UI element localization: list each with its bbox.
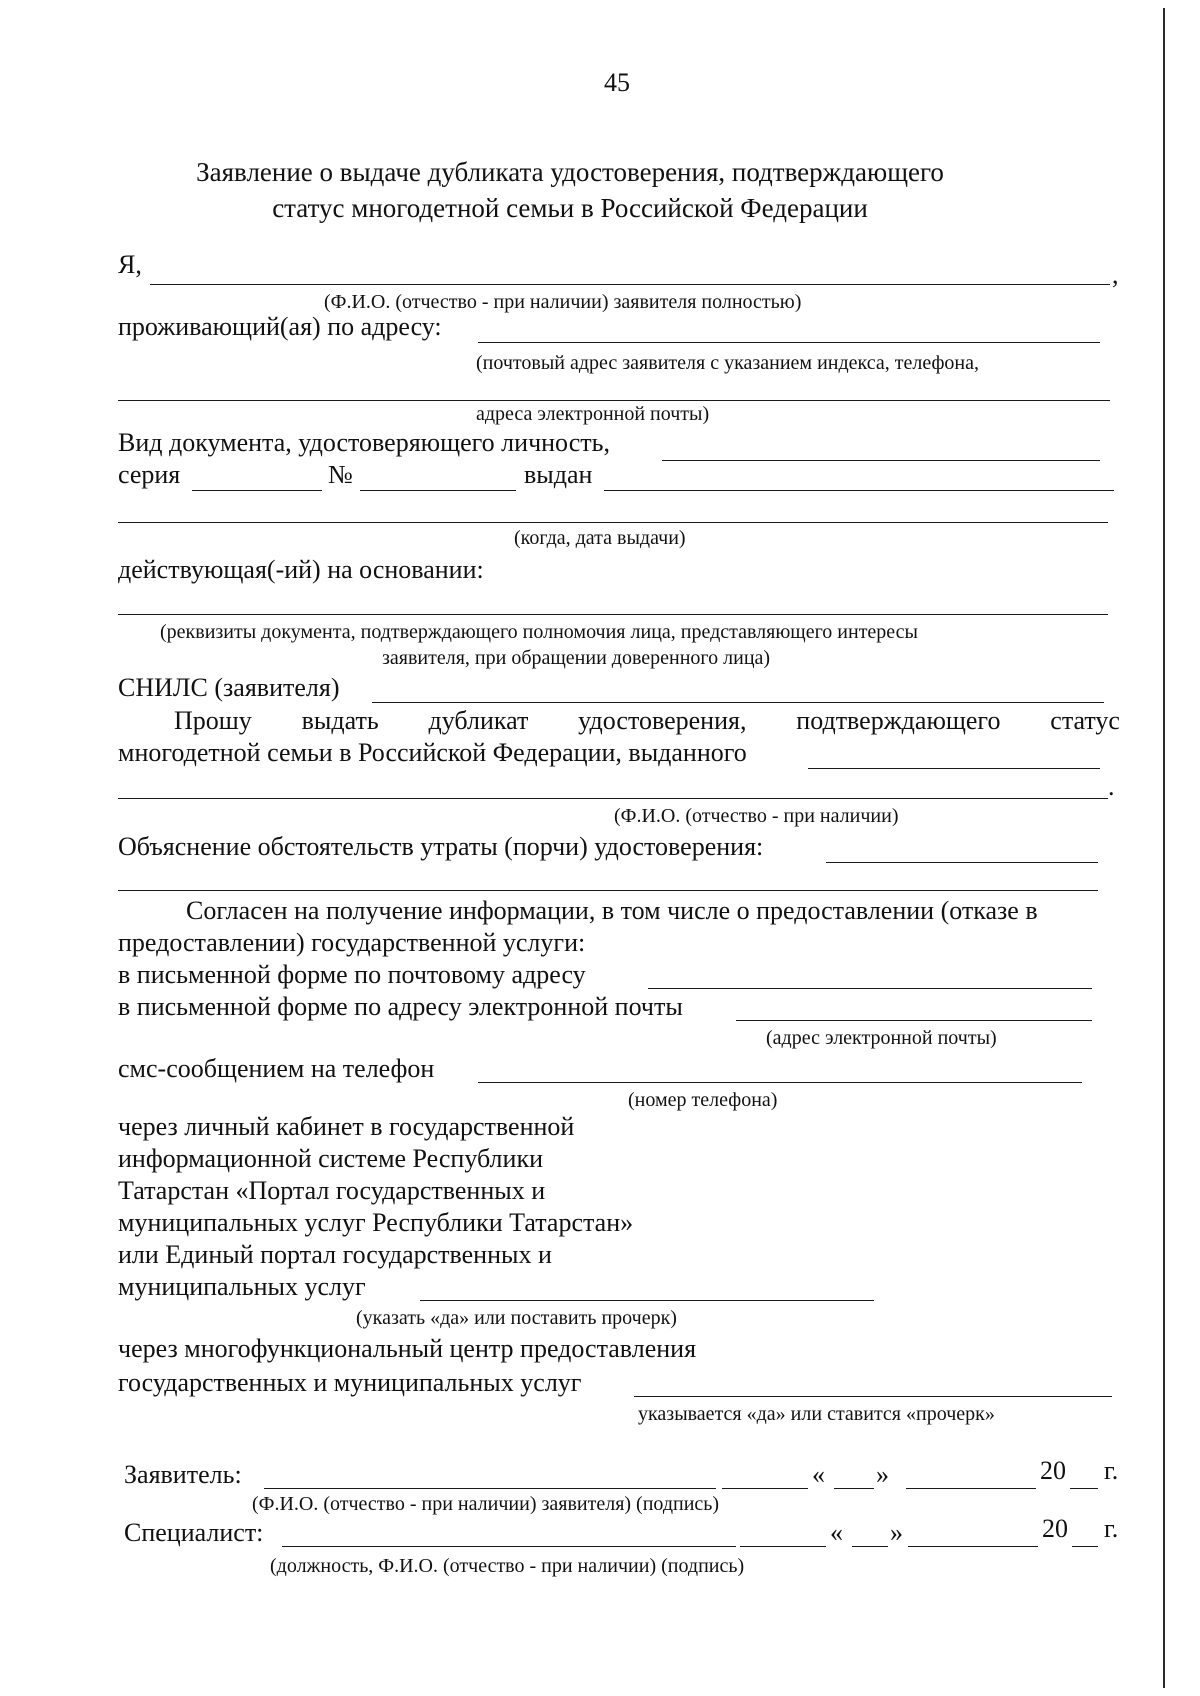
request-line2: многодетной семьи в Российской Федерации, выданного: [118, 738, 747, 767]
number-field[interactable]: [360, 490, 516, 491]
specialist-year-suffix: г.: [1104, 1514, 1119, 1543]
issued-date-hint: (когда, дата выдачи): [514, 527, 686, 549]
consent-portal-field[interactable]: [420, 1300, 874, 1301]
applicant-fio-field[interactable]: [264, 1488, 716, 1489]
series-field[interactable]: [192, 490, 322, 491]
basis-hint-1: (реквизиты документа, подтверждающего полномочия лица, представляющего интересы: [160, 621, 918, 643]
applicant-date-open-quote: «: [812, 1460, 825, 1489]
applicant-name-suffix: ,: [1112, 260, 1119, 289]
issued-to-end-mark: .: [1108, 772, 1115, 801]
consent-portal-line: через личный кабинет в государственной: [118, 1112, 575, 1141]
applicant-day-field[interactable]: [834, 1488, 874, 1489]
snils-label: СНИЛС (заявителя): [118, 673, 340, 702]
specialist-year-prefix: 20: [1042, 1514, 1068, 1543]
specialist-signature-label: Специалист:: [124, 1518, 264, 1547]
identity-doc-field[interactable]: [662, 460, 1100, 461]
specialist-year-field[interactable]: [1072, 1546, 1098, 1547]
applicant-year-field[interactable]: [1070, 1488, 1098, 1489]
page-number: 45: [604, 68, 630, 97]
applicant-date-close-quote: »: [876, 1460, 889, 1489]
identity-doc-label: Вид документа, удостоверяющего личность,: [118, 428, 610, 457]
consent-line1: Согласен на получение информации, в том числе о предоставлении (отказе в: [186, 896, 1038, 925]
specialist-sign-field[interactable]: [740, 1546, 826, 1547]
consent-postal-field[interactable]: [648, 988, 1092, 989]
number-label: №: [328, 460, 353, 489]
consent-portal-line: муниципальных услуг: [118, 1272, 366, 1301]
consent-portal-line: информационной системе Республики: [118, 1144, 543, 1173]
address-label: проживающий(ая) по адресу:: [118, 312, 442, 341]
request-word: дубликат: [428, 706, 529, 735]
document-title-line1: Заявление о выдаче дубликата удостоверения, подтверждающего: [196, 157, 944, 187]
specialist-signature-hint: (должность, Ф.И.О. (отчество - при наличии) (подпись): [270, 1555, 745, 1577]
loss-field-2[interactable]: [118, 890, 1098, 891]
consent-mfc-line2: государственных и муниципальных услуг: [118, 1368, 582, 1397]
request-word: удостоверения,: [578, 706, 747, 735]
consent-sms-field[interactable]: [478, 1082, 1082, 1083]
loss-label: Объяснение обстоятельств утраты (порчи) удостоверения:: [118, 832, 764, 861]
snils-field[interactable]: [372, 702, 1104, 703]
consent-mfc-line1: через многофункциональный центр предоставления: [118, 1334, 697, 1363]
specialist-date-open-quote: «: [830, 1518, 843, 1547]
consent-portal-line: муниципальных услуг Республики Татарстан»: [118, 1208, 634, 1237]
issued-date-field[interactable]: [118, 522, 1108, 523]
address-hint-2: адреса электронной почты): [476, 403, 710, 425]
applicant-name-field[interactable]: [150, 284, 1110, 285]
specialist-month-field[interactable]: [908, 1546, 1038, 1547]
consent-portal-line: или Единый портал государственных и: [118, 1240, 552, 1269]
issued-to-hint: (Ф.И.О. (отчество - при наличии): [614, 805, 899, 827]
address-field-1[interactable]: [478, 342, 1100, 343]
issued-field[interactable]: [604, 490, 1114, 491]
specialist-day-field[interactable]: [852, 1546, 888, 1547]
consent-line2: предоставлении) государственной услуги:: [118, 928, 586, 957]
consent-mfc-field[interactable]: [634, 1396, 1112, 1397]
issued-label: выдан: [524, 460, 593, 489]
applicant-prefix: Я,: [118, 250, 142, 279]
scan-edge-line: [1163, 8, 1165, 1688]
request-word: выдать: [301, 706, 379, 735]
request-line1: [174, 706, 1120, 736]
document-title-line2: статус многодетной семьи в Российской Федерации: [272, 193, 868, 223]
applicant-signature-label: Заявитель:: [124, 1460, 242, 1489]
basis-label: действующая(-ий) на основании:: [118, 555, 484, 584]
issued-to-field-1[interactable]: [808, 768, 1100, 769]
applicant-year-suffix: г.: [1104, 1456, 1119, 1485]
basis-field[interactable]: [118, 614, 1108, 615]
consent-portal-hint: (указать «да» или поставить прочерк): [356, 1307, 677, 1329]
specialist-fio-field[interactable]: [282, 1546, 736, 1547]
applicant-name-hint: (Ф.И.О. (отчество - при наличии) заявителя полностью): [324, 291, 802, 313]
applicant-signature-hint: (Ф.И.О. (отчество - при наличии) заявителя) (подпись): [252, 1493, 720, 1515]
consent-postal-label: в письменной форме по почтовому адресу: [118, 960, 586, 989]
consent-sms-hint: (номер телефона): [628, 1089, 778, 1111]
consent-portal-line: Татарстан «Портал государственных и: [118, 1176, 546, 1205]
consent-email-field[interactable]: [736, 1020, 1092, 1021]
loss-field-1[interactable]: [826, 862, 1098, 863]
basis-hint-2: заявителя, при обращении доверенного лица): [382, 647, 771, 669]
consent-sms-label: смс-сообщением на телефон: [118, 1054, 435, 1083]
series-label: серия: [118, 460, 181, 489]
consent-mfc-hint: указывается «да» или ставится «прочерк»: [638, 1403, 995, 1425]
applicant-month-field[interactable]: [906, 1488, 1036, 1489]
address-hint-1: (почтовый адрес заявителя с указанием индекса, телефона,: [476, 352, 980, 374]
consent-email-label: в письменной форме по адресу электронной почты: [118, 992, 683, 1021]
issued-to-field-2[interactable]: [118, 798, 1108, 799]
consent-email-hint: (адрес электронной почты): [766, 1027, 997, 1049]
address-field-2[interactable]: [118, 400, 1110, 401]
request-word: Прошу: [174, 706, 252, 735]
applicant-year-prefix: 20: [1040, 1456, 1066, 1485]
specialist-date-close-quote: »: [890, 1518, 903, 1547]
request-word: статус: [1050, 706, 1120, 735]
applicant-sign-field[interactable]: [722, 1488, 808, 1489]
request-word: подтверждающего: [796, 706, 1001, 735]
